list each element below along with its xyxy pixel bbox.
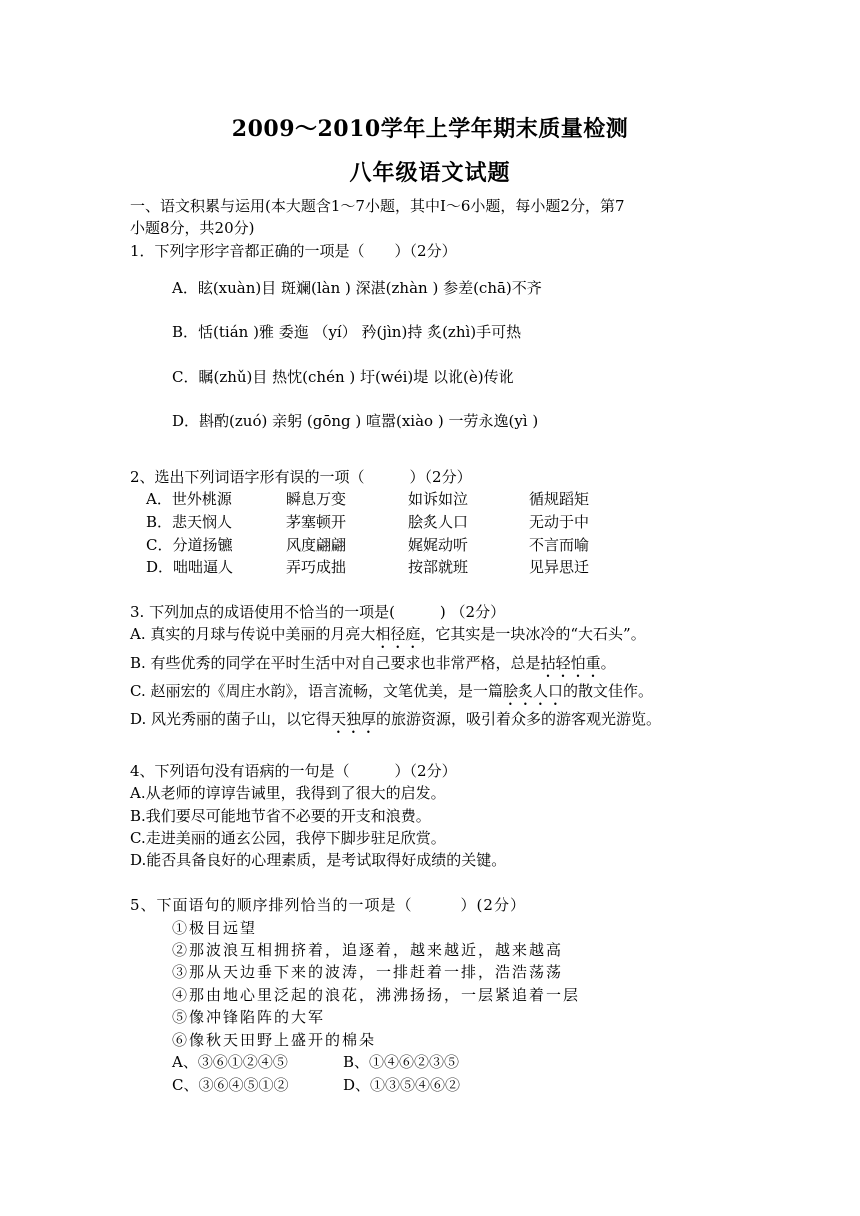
q2-row-d-col-3: 按部就班 [408,558,469,576]
question-1-option-d: D．斟酌(zuó) 亲躬 (gōng ) 喧嚣(xiào ) 一劳永逸(yì ) [172,412,539,430]
q5-item-3: ③那从天边垂下来的波涛，一排赶着一排，浩浩荡荡 [172,963,564,981]
section-heading-line-1: 一、语文积累与运用(本大题含1～7小题，其中I～6小题，每小题2分，第7 [130,197,625,215]
question-3-option-d [130,709,661,737]
q3-d-dotted-idiom: 天独厚 [331,710,377,728]
q2-row-a-col-3: 如诉如泣 [408,490,469,508]
q5-answer-a: A、③⑥①②④⑤ [172,1053,288,1071]
q2-row-c-col-4: 不言而喻 [529,536,590,554]
question-4-option-b: B.我们要尽可能地节省不必要的开支和浪费。 [130,807,431,825]
question-4-option-d: D.能否具备良好的心理素质，是考试取得好成绩的关键。 [130,851,507,869]
q5-answer-c: C、③⑥④⑤①② [172,1076,289,1094]
question-5-stem: 5、下面语句的顺序排列恰当的一项是（ ）(2分） [130,896,526,914]
q2-row-a-col-2: 瞬息万变 [286,490,347,508]
question-3-stem: 3. 下列加点的成语使用不恰当的一项是( ) （2分） [130,603,506,621]
question-3-option-c [130,681,653,709]
q3-a-dotted-idiom: 相径庭 [375,625,421,643]
q2-row-c-col-3: 娓娓动听 [408,536,469,554]
q2-row-d-col-4: 见异思迁 [529,558,590,576]
q2-row-a-col-1: A．世外桃源 [146,490,232,508]
q2-row-c-col-1: C．分道扬镳 [146,536,233,554]
question-1-option-c: C．瞩(zhǔ)目 热忱(chén ) 圩(wéi)堤 以讹(è)传讹 [172,368,514,386]
exam-subtitle: 八年级语文试题 [349,160,511,186]
q5-item-6: ⑥像秋天田野上盛开的棉朵 [172,1031,377,1049]
question-2-stem: 2、选出下列词语字形有误的一项（ ）（2分） [130,468,472,486]
q3-c-dotted-idiom: 脍炙人口 [502,682,563,700]
question-1-option-a: A．眩(xuàn)目 斑斓(làn ) 深湛(zhàn ) 参差(chā)不齐 [172,279,542,297]
question-4-stem: 4、下列语句没有语病的一句是（ ）（2分） [130,762,457,780]
q3-a-text: A. 真实的月球与传说中美丽的月亮大 [130,625,376,643]
q3-a-text-end: ，它其实是一块冰冷的“大石头”。 [420,625,646,643]
q2-row-b-col-2: 茅塞顿开 [286,513,347,531]
question-3-option-b [130,653,616,681]
q5-item-1: ①极目远望 [172,919,258,937]
q2-row-b-col-1: B．悲天悯人 [146,513,233,531]
q3-c-text: C. 赵丽宏的《周庄水韵》，语言流畅，文笔优美，是一篇 [130,682,503,700]
q5-answer-d: D、①③⑤④⑥② [343,1076,461,1094]
q5-item-5: ⑤像冲锋陷阵的大军 [172,1008,326,1026]
q5-item-2: ②那波浪互相拥挤着，追逐着，越来越近，越来越高 [172,941,564,959]
q3-d-text: D. 风光秀丽的菌子山，以它得 [130,710,332,728]
question-3-option-a [130,624,646,652]
q2-row-d-col-2: 弄巧成拙 [286,558,347,576]
question-4-option-c: C.走进美丽的通玄公园，我停下脚步驻足欣赏。 [130,829,446,847]
exam-title: 2009～2010学年上学年期末质量检测 [231,116,629,142]
q2-row-b-col-3: 脍炙人口 [408,513,469,531]
q3-b-text-end: 。 [600,654,616,672]
q3-b-text: B. 有些优秀的同学在平时生活中对自己要求也非常严格，总是 [130,654,541,672]
q2-row-c-col-2: 风度翩翩 [286,536,347,554]
question-1-option-b: B．恬(tián )雅 委迤 （yí） 矜(jìn)持 炙(zhì)手可热 [172,323,522,341]
q2-row-a-col-4: 循规蹈矩 [529,490,590,508]
q3-c-text-end: 的散文佳作。 [563,682,654,700]
question-1-stem: 1．下列字形字音都正确的一项是（ ）（2分） [130,242,457,260]
q3-b-dotted-idiom: 拈轻怕重 [540,654,601,672]
q2-row-b-col-4: 无动于中 [529,513,590,531]
q5-answer-b: B、①④⑥②③⑤ [343,1053,460,1071]
question-4-option-a: A.从老师的谆谆告诫里，我得到了很大的启发。 [130,784,446,802]
q5-item-4: ④那由地心里泛起的浪花，沸沸扬扬，一层紧追着一层 [172,986,581,1004]
q3-d-text-end: 的旅游资源，吸引着众多的游客观光游览。 [376,710,662,728]
section-heading-line-2: 小题8分，共20分) [130,219,255,237]
q2-row-d-col-1: D．咄咄逼人 [146,558,234,576]
